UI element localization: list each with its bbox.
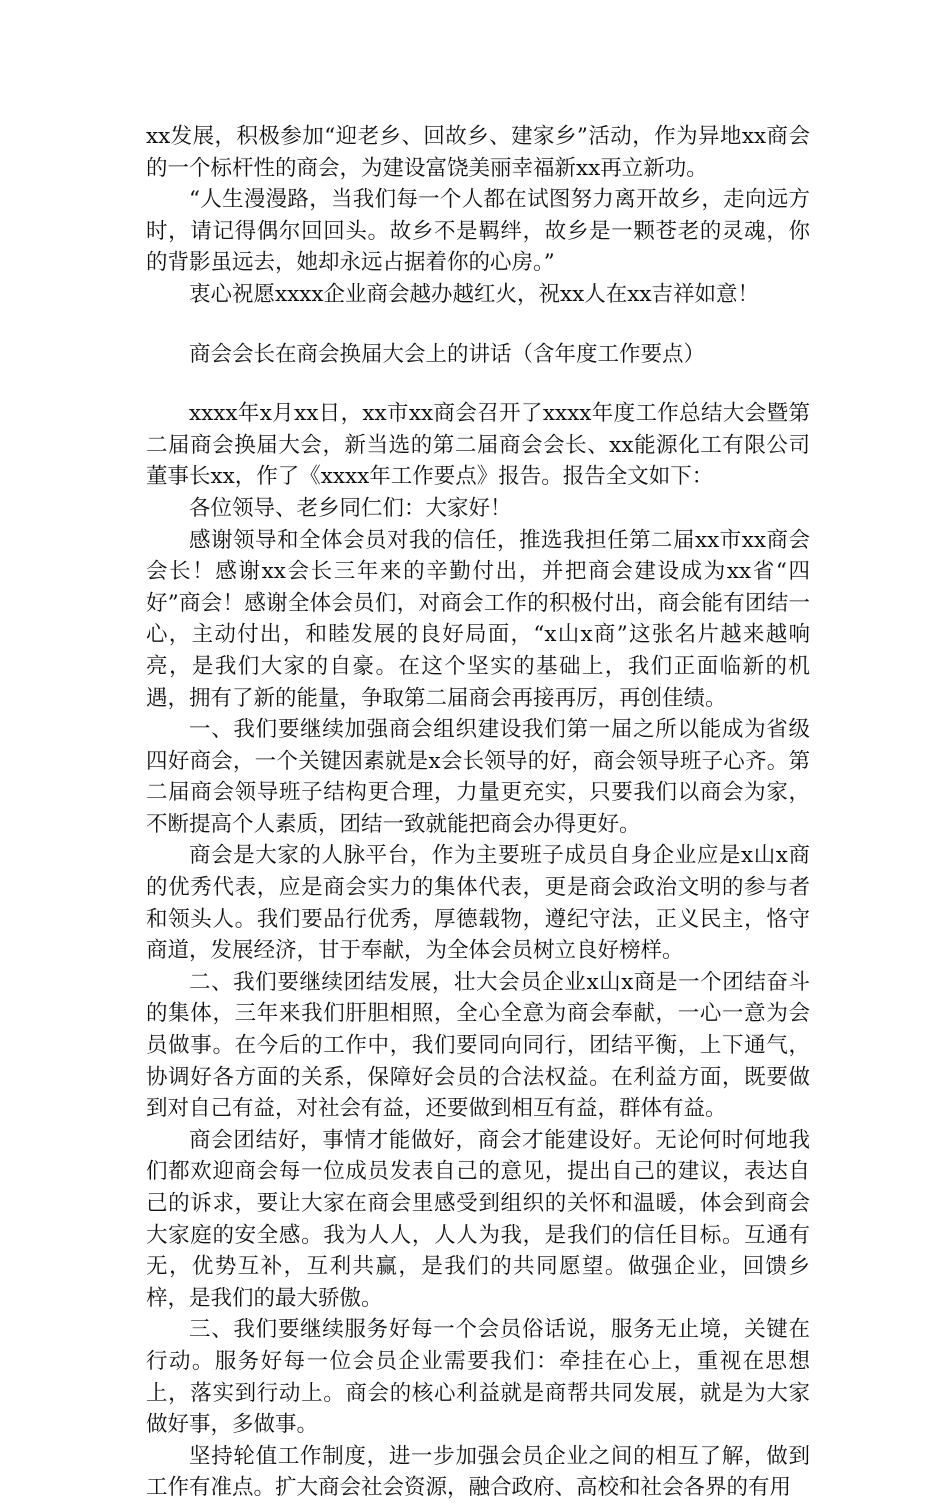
paragraph-intro: xxxx年x月xx日，xx市xx商会召开了xxxx年度工作总结大会暨第二届商会换届大会，新当选的第二届商会会长、xx能源化工有限公司董事长xx，作了《xxxx年工作要点》报告。报告全文如下： — [146, 401, 810, 490]
paragraph-point-one-detail: 商会是大家的人脉平台，作为主要班子成员自身企业应是x山x商的优秀代表，应是商会实力的集体代表，更是商会政治文明的参与者和领头人。我们要品行优秀，厚德载物，遵纪守法，正义民主，恪守商道，发展经济，甘于奉献，为全体会员树立良好榜样。 — [146, 843, 810, 964]
paragraph-point-two: 二、我们要继续团结发展，壮大会员企业x山x商是一个团结奋斗的集体，三年来我们肝胆相照，全心全意为商会奉献，一心一意为会员做事。在今后的工作中，我们要同向同行，团结平衡，上下通气，协调好各方面的关系，保障好会员的合法权益。在利益方面，既要做到对自己有益，对社会有益，还要做到相互有益，群体有益。 — [146, 969, 810, 1122]
paragraph-point-one: 一、我们要继续加强商会组织建设我们第一届之所以能成为省级四好商会，一个关键因素就是x会长领导的好，商会领导班子心齐。第二届商会领导班子结构更合理，力量更充实，只要我们以商会为家，不断提高个人素质，团结一致就能把商会办得更好。 — [146, 717, 810, 837]
paragraph-greeting: 各位领导、老乡同仁们：大家好！ — [189, 495, 512, 521]
paragraph-point-three: 三、我们要继续服务好每一个会员俗话说，服务无止境，关键在行动。服务好每一位会员企业需要我们：牵挂在心上，重视在思想上，落实到行动上。商会的核心利益就是商帮共同发展，就是为大家做好事，多做事。 — [146, 1317, 810, 1438]
paragraph-closing-wish: 衷心祝愿xxxx企业商会越办越红火，祝xx人在xx吉祥如意！ — [189, 281, 760, 307]
paragraph-continued: xx发展，积极参加“迎老乡、回故乡、建家乡”活动，作为异地xx商会的一个标杆性的商会，为建设富饶美丽幸福新xx再立新功。 — [146, 124, 810, 181]
paragraph-point-three-detail: 坚持轮值工作制度，进一步加强会员企业之间的相互了解，做到工作有准点。扩大商会社会资源，融合政府、高校和社会各界的有用 — [146, 1443, 810, 1501]
document-body — [146, 121, 810, 1504]
paragraph-quote: “人生漫漫路，当我们每一个人都在试图努力离开故乡，走向远方时，请记得偶尔回回头。故乡不是羁绊，故乡是一颗苍老的灵魂，你的背影虽远去，她却永远占据着你的心房。” — [146, 187, 810, 276]
paragraph-thanks: 感谢领导和全体会员对我的信任，推选我担任第二届xx市xx商会会长！感谢xx会长三年来的辛勤付出，并把商会建设成为xx省“四好”商会！感谢全体会员们，对商会工作的积极付出，商会能有团结一心，主动付出，和睦发展的良好局面，“x山x商”这张名片越来越响亮，是我们大家的自豪。在这个坚实的基础上，我们正面临新的机遇，拥有了新的能量，争取第二届商会再接再厉，再创佳绩。 — [146, 527, 810, 711]
section-title: 商会会长在商会换届大会上的讲话（含年度工作要点） — [189, 341, 706, 367]
paragraph-point-two-detail: 商会团结好，事情才能做好，商会才能建设好。无论何时何地我们都欢迎商会每一位成员发表自己的意见，提出自己的建议，表达自己的诉求，要让大家在商会里感受到组织的关怀和温暖，体会到商会大家庭的安全感。我为人人，人人为我，是我们的信任目标。互通有无，优势互补，互利共赢，是我们的共同愿望。做强企业，回馈乡梓，是我们的最大骄傲。 — [146, 1127, 810, 1311]
